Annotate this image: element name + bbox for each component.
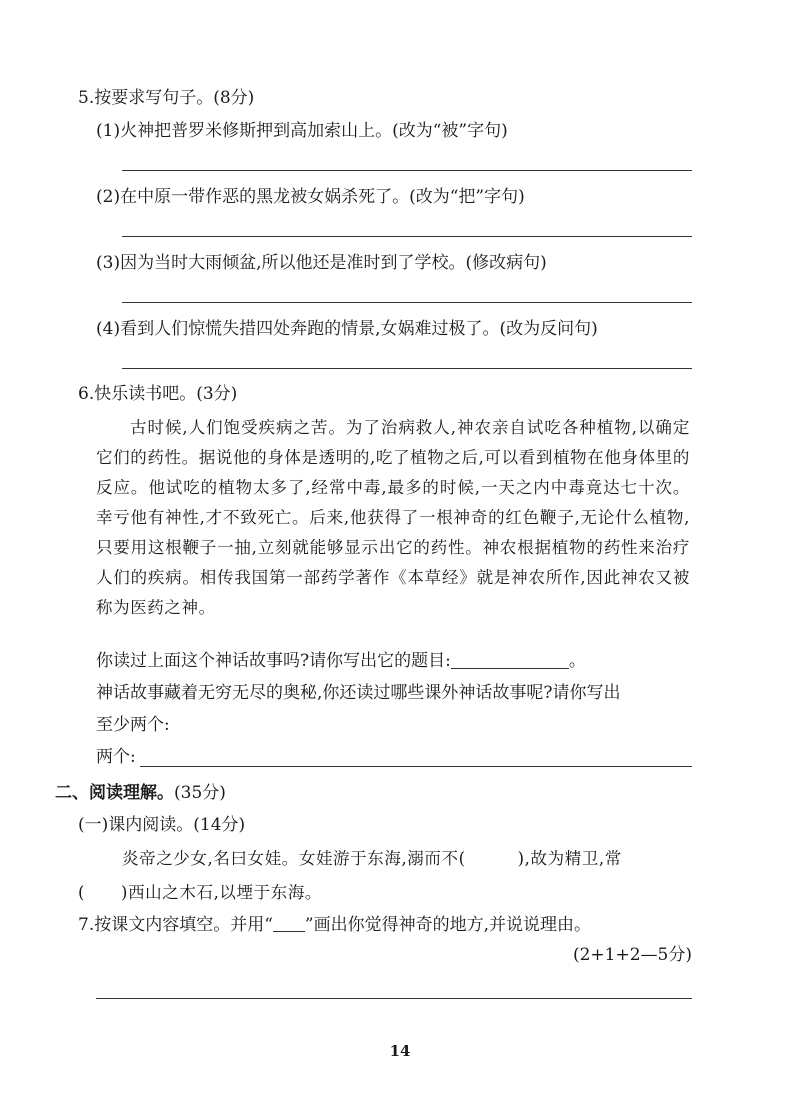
answer-line-6[interactable] [140,766,692,767]
classical-text-line-1-b: ),故为精卫,常 [517,849,622,868]
question-5-item-3: (3)因为当时大雨倾盆,所以他还是准时到了学校。(修改病句) [96,253,547,273]
classical-text-line-2-a: ( [78,883,86,902]
section-2-score: (35分) [174,783,226,803]
classical-text-line-1 [122,848,622,870]
question-6-title: 6.快乐读书吧。(3分) [78,384,238,404]
answer-line-5-4[interactable] [122,368,692,369]
question-6-prompt-stories-line1: 神话故事藏着无穷无尽的奥秘,你还读过哪些课外神话故事呢?请你写出 [96,683,621,703]
answer-line-7[interactable] [96,998,692,999]
section-2-title-text: 二、阅读理解。 [55,783,174,803]
classical-text-line-2-b: )西山之木石,以堙于东海。 [121,883,323,902]
question-7-text [78,914,591,936]
question-7-text-b: ”画出你觉得神奇的地方,并说说理由。 [304,915,592,935]
question-6-prompt-stories-line2: 至少两个: [96,715,170,735]
question-5-item-1: (1)火神把普罗米修斯押到高加索山上。(改为“被”字句) [96,121,508,141]
answer-line-5-1[interactable] [122,170,692,171]
question-6-prompt-title-text: 你读过上面这个神话故事吗?请你写出它的题目: [96,651,451,671]
question-6-prompt-title-end: 。 [568,651,586,671]
question-7-text-a: 7.按课文内容填空。并用“ [78,915,273,935]
section-2-title [55,782,226,804]
classical-text-line-1-a: 炎帝之少女,名曰女娃。女娃游于东海,溺而不( [122,849,466,868]
subsection-1-title: (一)课内阅读。(14分) [78,815,246,835]
title-blank[interactable] [451,652,569,669]
shennong-passage: 古时候,人们饱受疾病之苦。为了治病救人,神农亲自试吃各种植物,以确定它们的药性。据说他的身体是透明的,吃了植物之后,可以看到植物在他身体里的反应。他试吃的植物太多了,经常中毒,最多的时候,一天之内中毒竟达七十次。幸亏他有神性,才不致死亡。后来,他获得了一根神奇的红色鞭子,无论什么植物,只要用这根鞭子一抽,立刻就能够显示出它的药性。神农根据植物的药性来治疗人们的疾病。相传我国第一部药学著作《本草经》就是神农所作,因此神农又被称为医药之神。 [96,418,690,617]
question-7-points: (2+1+2—5分) [572,945,692,965]
page-number: 14 [389,1042,411,1060]
answer-line-5-3[interactable] [122,302,692,303]
question-6-prompt-title [96,650,586,672]
underline-sample [273,915,305,932]
answer-line-5-2[interactable] [122,236,692,237]
classical-text-line-2 [78,882,322,904]
question-5-item-4: (4)看到人们惊慌失措四处奔跑的情景,女娲难过极了。(改为反问句) [96,319,598,339]
question-6-two-label: 两个: [96,747,136,767]
question-5-title: 5.按要求写句子。(8分) [78,88,255,108]
question-5-item-2: (2)在中原一带作恶的黑龙被女娲杀死了。(改为“把”字句) [96,187,525,207]
